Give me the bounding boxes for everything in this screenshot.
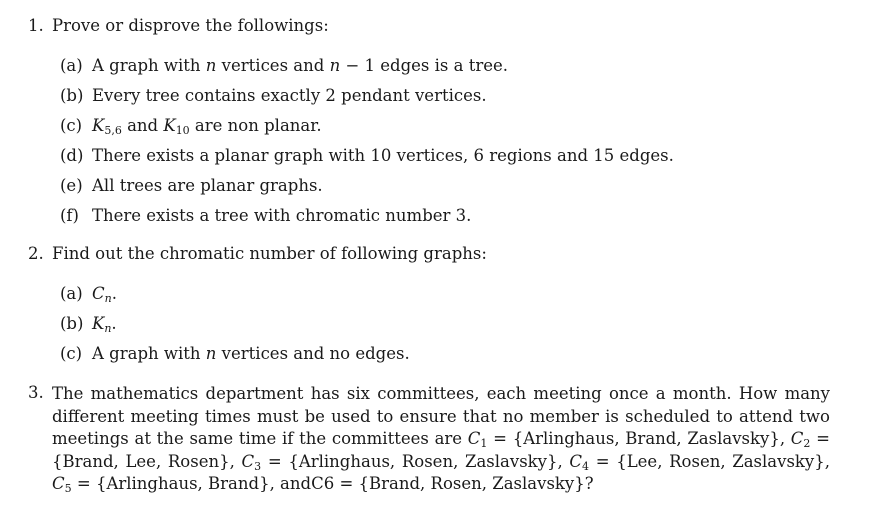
item-label: (e): [60, 176, 83, 195]
q2-item-a: [60, 284, 117, 303]
question-text: Prove or disprove the followings:: [52, 16, 329, 35]
question-3-text: The mathematics department has six committees, each meeting once a month. How many different meeting times must be used to ensure that no member is scheduled to attend two meetings at the same time if the committees are $C_1$ = {Arlinghaus, Brand, Zaslavsky}, $C_2$ = {Brand, Lee, Rosen}, $C_3$ = {Arlinghaus, Rosen, Zaslavsky}, $C_4 = \{Lee$, Rosen, Zaslavsky}, $C_5$ = {Arlinghaus, Brand}, andC6 = {Brand, Rosen, Zaslavsky}?: [52, 384, 830, 495]
item-label: (a): [60, 56, 83, 75]
question-1: [28, 16, 840, 35]
q1-item-d: [60, 146, 674, 165]
item-label: (b): [60, 86, 84, 105]
question-2: [28, 244, 840, 263]
q1-item-a: [60, 56, 508, 75]
item-label: (a): [60, 284, 83, 303]
q1-item-f: [60, 206, 471, 225]
item-text: A graph with n vertices and n − 1 edges is a tree.: [92, 56, 508, 75]
question-number: 1.: [28, 16, 44, 35]
item-label: (b): [60, 314, 84, 333]
q1-item-c: [60, 116, 322, 135]
item-text: All trees are planar graphs.: [92, 176, 323, 195]
item-text: Every tree contains exactly 2 pendant vertices.: [92, 86, 487, 105]
item-label: (c): [60, 116, 83, 135]
item-label: (d): [60, 146, 84, 165]
q2-item-b: [60, 314, 117, 333]
item-label: (f): [60, 206, 79, 225]
item-text: $K_n$.: [92, 314, 117, 335]
item-text: There exists a tree with chromatic number 3.: [92, 206, 472, 225]
q1-item-e: [60, 176, 323, 195]
question-number: 2.: [28, 244, 44, 263]
item-text: There exists a planar graph with 10 vertices, 6 regions and 15 edges.: [92, 146, 674, 165]
q2-item-c: [60, 344, 410, 363]
item-text: A graph with n vertices and no edges.: [92, 344, 410, 363]
item-text: $C_n$.: [92, 284, 117, 305]
item-label: (c): [60, 344, 83, 363]
item-text: $K_{5,6}$ and $K_{10}$ are non planar.: [92, 116, 322, 137]
question-number: 3.: [28, 383, 44, 402]
q1-item-b: [60, 86, 487, 105]
question-text: Find out the chromatic number of following graphs:: [52, 244, 487, 263]
